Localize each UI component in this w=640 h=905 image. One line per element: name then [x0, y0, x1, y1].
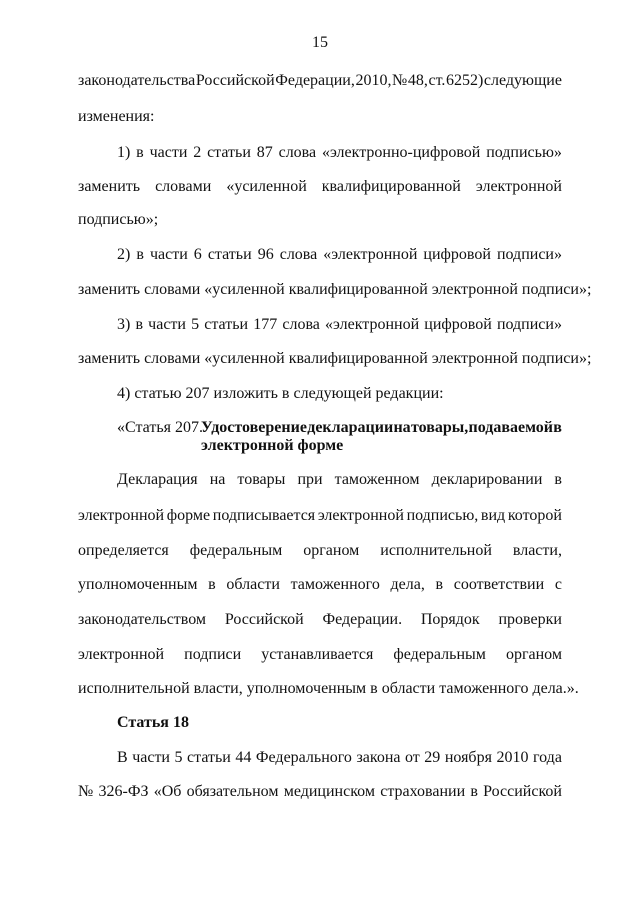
text-line — [78, 506, 562, 526]
word: статьи — [207, 144, 251, 161]
word: 1) — [117, 144, 131, 161]
article-18-heading: Статья 18 — [117, 714, 189, 731]
word: от — [405, 749, 420, 766]
word: 2) — [117, 246, 131, 263]
word: 29 — [424, 749, 441, 766]
text-line — [117, 143, 562, 163]
word: таможенном — [334, 471, 420, 488]
text-line: 4) статью 207 изложить в следующей редакции: — [117, 385, 444, 402]
word: заменить — [78, 178, 141, 195]
word: в — [554, 471, 562, 488]
word: Федерации. — [322, 611, 403, 628]
page-number: 15 — [312, 34, 328, 51]
word: 2010 — [496, 749, 529, 766]
article-207-prefix: «Статья 207. — [117, 419, 203, 436]
word: слова — [278, 144, 317, 161]
word: «электронной — [325, 316, 420, 333]
word: в — [553, 419, 562, 436]
word: подписи — [184, 646, 242, 663]
word: 6252) — [445, 72, 484, 89]
word: статьи — [207, 246, 252, 263]
word: закона — [356, 749, 401, 766]
word: электронной — [78, 646, 165, 663]
word: части — [149, 246, 188, 263]
text-line — [78, 645, 562, 665]
word: органом — [505, 646, 562, 663]
article-207-heading — [117, 418, 203, 438]
word: слова — [279, 246, 318, 263]
text-line: заменить словами «усиленной квалифицированной электронной подписи»; — [78, 350, 592, 367]
word: слова — [282, 316, 320, 333]
word: 177 — [253, 316, 278, 333]
word: законодательством — [78, 611, 207, 628]
text-line — [78, 71, 562, 91]
word: цифровой — [424, 316, 492, 333]
word: при — [297, 471, 323, 488]
word: 48, — [407, 72, 428, 89]
text-line: изменения: — [78, 108, 155, 125]
text-line: исполнительной власти, уполномоченным в области таможенного дела.». — [78, 680, 579, 697]
word: вид — [480, 507, 506, 524]
word: подписью, — [406, 507, 479, 524]
word: устанавливается — [261, 646, 374, 663]
word: Декларация — [117, 471, 198, 488]
word: в — [136, 246, 144, 263]
word: в — [136, 144, 144, 161]
article-207-title-line: электронной форме — [201, 437, 344, 454]
word: декларации — [307, 419, 394, 436]
word: в — [470, 783, 478, 800]
text-line — [78, 575, 562, 595]
word: статьи — [204, 316, 249, 333]
word: 2010, — [355, 72, 392, 89]
word: Российской — [224, 611, 304, 628]
word: части — [148, 316, 186, 333]
text-line — [78, 177, 562, 197]
word: 87 — [256, 144, 273, 161]
word: «усиленной — [226, 178, 307, 195]
word: товары, — [410, 419, 469, 436]
word: цифровой — [423, 246, 491, 263]
word: страховании — [380, 783, 466, 800]
word: 326-ФЗ — [98, 783, 149, 800]
word: в — [208, 576, 216, 593]
word: ст. — [428, 72, 446, 89]
word: в — [435, 576, 444, 593]
word: 44 — [235, 749, 252, 766]
word: декларировании — [431, 471, 543, 488]
word: товары — [237, 471, 286, 488]
text-line — [78, 541, 562, 561]
word: дела, — [390, 576, 425, 593]
word: следующие — [483, 72, 562, 89]
word: форме — [166, 507, 211, 524]
word: электронной — [317, 507, 404, 524]
word: на — [209, 471, 226, 488]
word: подаваемой — [468, 419, 554, 436]
word: подписывается — [212, 507, 316, 524]
word: в — [135, 316, 144, 333]
word: законодательства — [78, 72, 196, 89]
word: с — [554, 576, 562, 593]
word: определяется — [78, 542, 169, 559]
word: Российской — [483, 783, 562, 800]
word: органом — [303, 542, 360, 559]
text-line — [78, 782, 562, 802]
text-line: заменить словами «усиленной квалифицированной электронной подписи»; — [78, 281, 592, 298]
word: года — [532, 749, 562, 766]
word: федеральным — [393, 646, 486, 663]
word: № — [392, 72, 408, 89]
word: Федерации, — [275, 72, 355, 89]
word: федеральным — [189, 542, 283, 559]
word: 2 — [193, 144, 202, 161]
article-207-title-line — [201, 418, 562, 438]
word: «электронно-цифровой — [321, 144, 481, 161]
text-line — [117, 470, 562, 490]
word: части — [132, 749, 170, 766]
word: 5 — [191, 316, 200, 333]
word: подписи» — [496, 246, 562, 263]
word: власти, — [512, 542, 562, 559]
word: «Об — [153, 783, 182, 800]
word: электронной — [78, 507, 165, 524]
word: квалифицированной — [321, 178, 461, 195]
word: № — [78, 783, 94, 800]
word: 6 — [193, 246, 202, 263]
word: статьи — [187, 749, 231, 766]
word: 3) — [117, 316, 131, 333]
word: медицинском — [283, 783, 375, 800]
word: части — [149, 144, 188, 161]
text-line — [117, 748, 562, 768]
word: обязательном — [186, 783, 279, 800]
word: словами — [155, 178, 212, 195]
text-line: подписью»; — [78, 211, 159, 228]
word: 5 — [174, 749, 183, 766]
word: таможенного — [290, 576, 380, 593]
text-line — [78, 610, 562, 630]
word: исполнительной — [380, 542, 492, 559]
word: 96 — [257, 246, 274, 263]
word: области — [226, 576, 280, 593]
word: на — [393, 419, 411, 436]
word: уполномоченным — [78, 576, 198, 593]
word: В — [117, 749, 128, 766]
word: ноября — [444, 749, 492, 766]
word: подписи» — [496, 316, 562, 333]
word: «электронной — [323, 246, 418, 263]
word: подписью» — [486, 144, 562, 161]
word: Российской — [195, 72, 275, 89]
text-line — [117, 245, 562, 265]
text-line — [117, 315, 562, 335]
word: Федерального — [255, 749, 352, 766]
word: проверки — [498, 611, 562, 628]
word: соответствии — [453, 576, 545, 593]
word: Удостоверение — [201, 419, 307, 436]
word: которой — [507, 507, 562, 524]
word: электронной — [475, 178, 562, 195]
word: Порядок — [420, 611, 480, 628]
